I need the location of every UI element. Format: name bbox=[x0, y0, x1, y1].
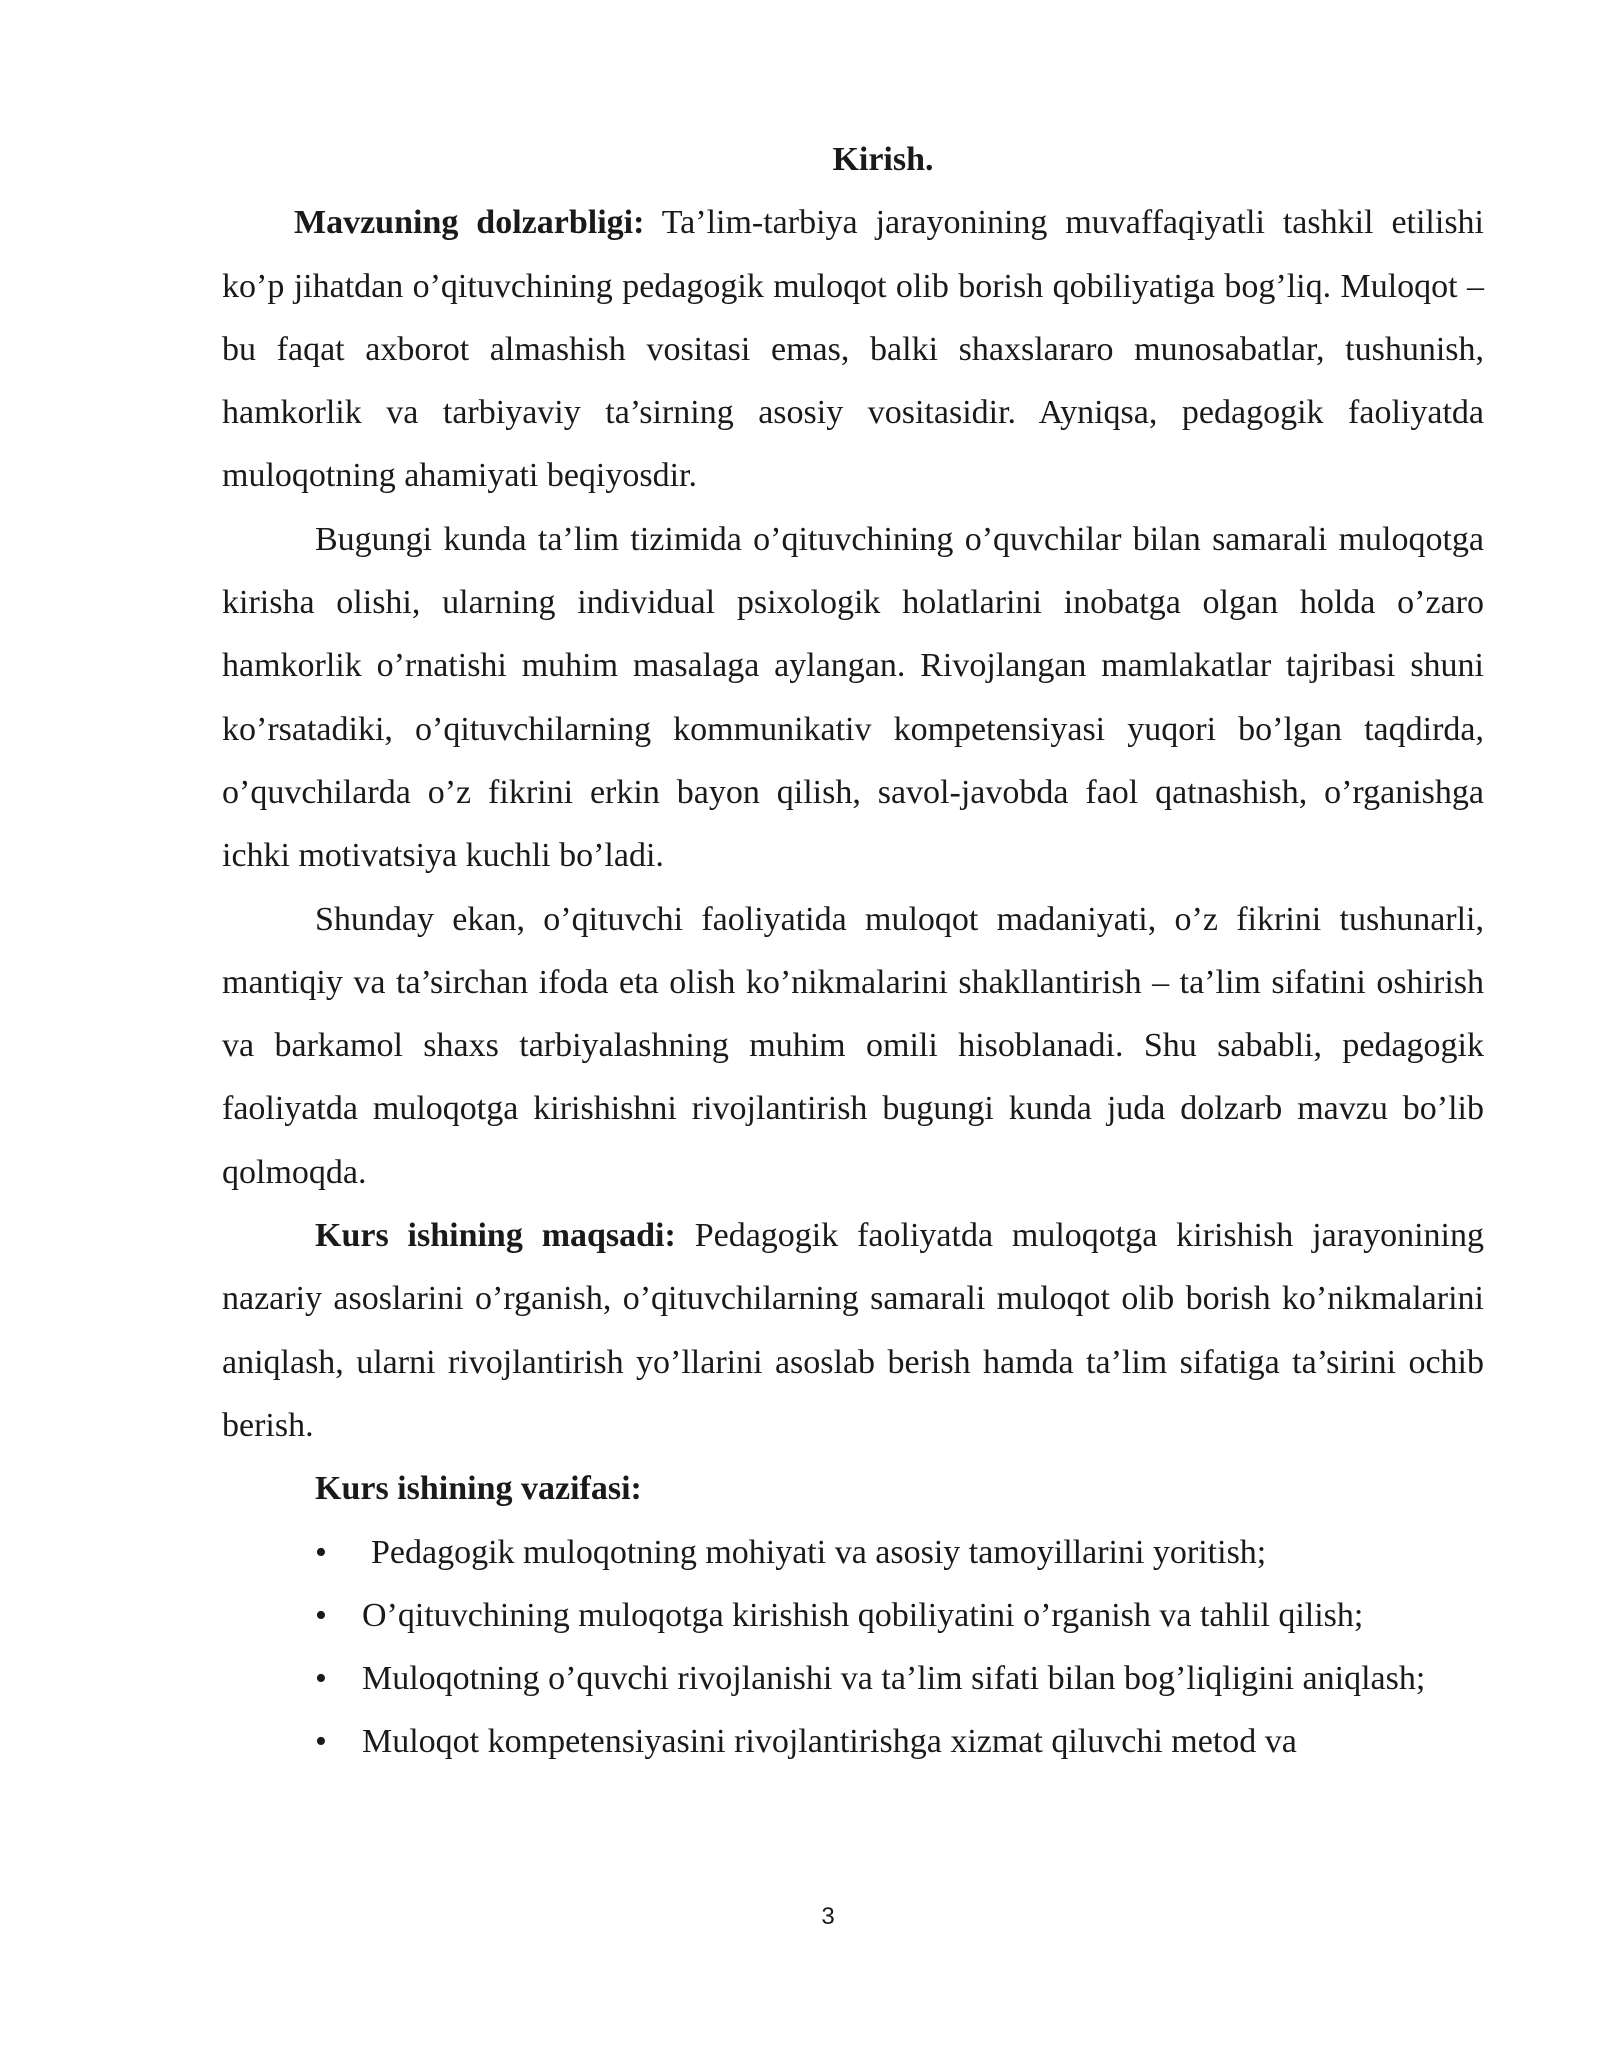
page-number: 3 bbox=[821, 1903, 835, 1930]
paragraph-today: Bugungi kunda ta’lim tizimida o’qituvchining o’quvchilar bilan samarali muloqotga kirisha olishi, ularning individual psixologik holatlarini inobatga olgan holda o’zaro hamkorlik o’rnatishi muhim masalaga aylangan. Rivojlangan mamlakatlar tajribasi shuni ko’rsatadiki, o’qituvchilarning kommunikativ kompetensiyasi yuqori bo’lgan taqdirda, o’quvchilarda o’z fikrini erkin bayon qilish, savol-javobda faol qatnashish, o’rganishga ichki motivatsiya kuchli bo’ladi. bbox=[222, 520, 1484, 875]
task-text: Pedagogik muloqotning mohiyati va asosiy tamoyillarini yoritish; bbox=[371, 1533, 1267, 1571]
tasks-list bbox=[222, 1521, 1484, 1774]
bullet-icon: • bbox=[315, 1723, 327, 1761]
bullet-icon: • bbox=[315, 1596, 327, 1634]
page-body bbox=[222, 128, 1484, 1774]
paragraph-goal bbox=[222, 1204, 1484, 1457]
task-text: O’qituvchining muloqotga kirishish qobiliyatini o’rganish va tahlil qilish; bbox=[362, 1596, 1364, 1634]
list-item bbox=[222, 1647, 1484, 1710]
goal-text: Pedagogik faoliyatda muloqotga kirishish jarayonining nazariy asoslarini o’rganish, o’qituvchilarning samarali muloqot olib borish ko’nikmalarini aniqlash, ularni rivojlantirish yo’llarini asoslab berish hamda ta’lim sifatiga ta’sirini ochib berish. bbox=[222, 1217, 1484, 1444]
tasks-heading: Kurs ishining vazifasi: bbox=[315, 1470, 642, 1508]
goal-label: Kurs ishining maqsadi: bbox=[315, 1217, 676, 1255]
bullet-icon: • bbox=[315, 1660, 327, 1698]
list-item bbox=[222, 1584, 1484, 1647]
paragraph-conclusion: Shunday ekan, o’qituvchi faoliyatida muloqot madaniyati, o’z fikrini tushunarli, mantiqiy va ta’sirchan ifoda eta olish ko’nikmalarini shakllantirish – ta’lim sifatini oshirish va barkamol shaxs tarbiyalashning muhim omili hisoblanadi. Shu sababli, pedagogik faoliyatda muloqotga kirishishni rivojlantirish bugungi kunda juda dolzarb mavzu bo’lib qolmoqda. bbox=[222, 900, 1484, 1191]
task-text: Muloqot kompetensiyasini rivojlantirishga xizmat qiluvchi metod va bbox=[362, 1723, 1297, 1761]
task-text: Muloqotning o’quvchi rivojlanishi va ta’lim sifati bilan bog’liqligini aniqlash; bbox=[362, 1660, 1426, 1698]
paragraph-relevance bbox=[222, 191, 1484, 507]
list-item bbox=[222, 1521, 1484, 1584]
list-item bbox=[222, 1710, 1484, 1773]
bullet-icon: • bbox=[315, 1533, 327, 1571]
relevance-label: Mavzuning dolzarbligi: bbox=[294, 204, 645, 242]
page-title: Kirish. bbox=[832, 141, 934, 178]
relevance-text: Ta’lim-tarbiya jarayonining muvaffaqiyatli tashkil etilishi ko’p jihatdan o’qituvchining pedagogik muloqot olib borish qobiliyatiga bog’liq. Muloqot – bu faqat axborot almashish vositasi emas, balki shaxslararo munosabatlar, tushunish, hamkorlik va tarbiyaviy ta’sirning asosiy vositasidir. Ayniqsa, pedagogik faoliyatda muloqotning ahamiyati beqiyosdir. bbox=[222, 204, 1485, 495]
